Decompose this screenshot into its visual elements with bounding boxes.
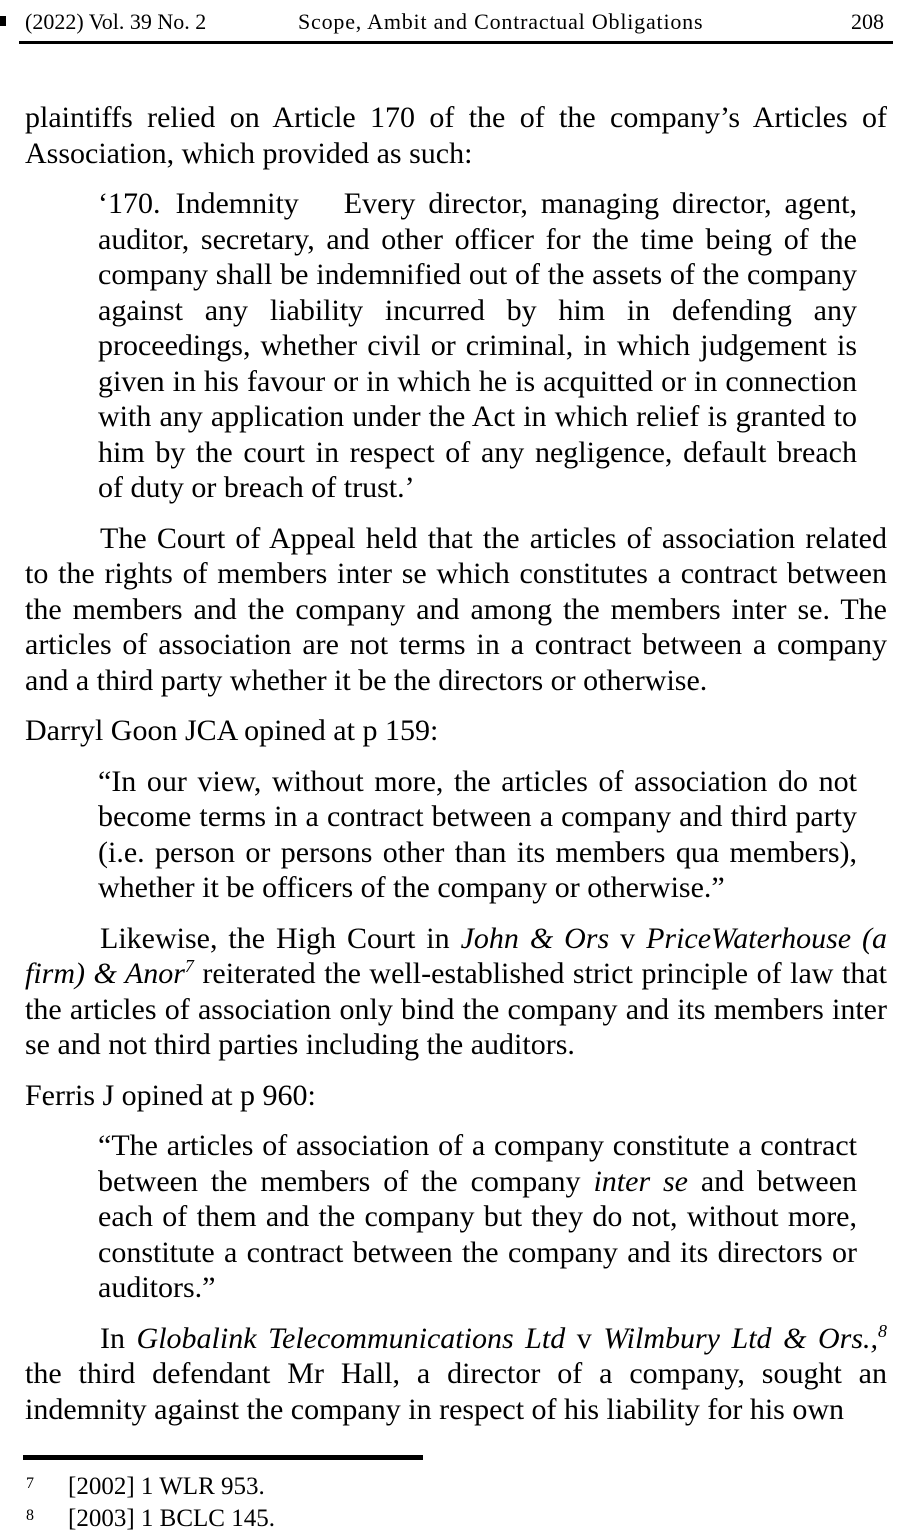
page-header [19,6,893,44]
footnote-marker: 8 [26,1507,34,1524]
block-quote-article-170: ‘170. Indemnity Every director, managing director, agent, auditor, secretary, and other officer for the time being of the company shall be indemnified out of the assets of the company against any liability incurred by him in defending any proceedings, whether civil or criminal, in which judgement is given in his favour or in which he is acquitted or in connection with any application under the Act in which relief is granted to him by the court in respect of any negligence, default breach of duty or breach of trust.’ [98,187,857,504]
journal-citation: (2022) Vol. 39 No. 2 [25,9,207,34]
block-quote-darryl-goon: “In our view, without more, the articles of association do not become terms in a contract between a company and third party (i.e. person or persons other than its members qua members), whether it be officers of the company or otherwise.” [98,764,857,904]
footnotes-section [23,1455,885,1535]
page-number: 208 [851,9,884,34]
footnote [23,1471,885,1503]
running-title: Scope, Ambit and Contractual Obligations [298,9,704,34]
footnote [23,1503,885,1535]
paragraph-ferris-lead-in: Ferris J opined at p 960: [25,1078,316,1112]
footnote-text: [2003] 1 BCLC 145. [68,1505,275,1532]
paragraph-continuation: plaintiffs relied on Article 170 of the of the company’s Articles of Association, which provided as such: [25,101,887,170]
footnote-separator-rule [23,1455,423,1460]
scan-edge-artifact [0,16,6,26]
paragraph-darryl-goon-lead-in: Darryl Goon JCA opined at p 159: [25,714,439,747]
block-quote-ferris: “The articles of association of a company constitute a contract between the members of the company inter se and between each of them and the company but they do not, without more, constitute a contract between the company and its directors or auditors.” [98,1129,858,1304]
footnote-text: [2002] 1 WLR 953. [68,1473,265,1500]
paragraph-likewise-high-court: Likewise, the High Court in John & Ors v PriceWaterhouse (a firm) & Anor$^7$ reiterated the well-established strict principle of law that the articles of association only bind the company and its members inter se and not third parties including the auditors. [25,921,888,1061]
footnote-marker: 7 [26,1475,34,1492]
page-body [25,44,887,1427]
paragraph-globalink: In Globalink Telecommunications Ltd v Wilmbury Ltd & Ors.,$^8$ the third defendant Mr Hall, a director of a company, sought an indemnity against the company in respect of his liability for his own [25,1320,887,1426]
paragraph-court-of-appeal: The Court of Appeal held that the articles of association related to the rights of members inter se which constitutes a contract between the members and the company and among the members inter se. The articles of association are not terms in a contract between a company and a third party whether it be the directors or otherwise. [25,521,887,697]
